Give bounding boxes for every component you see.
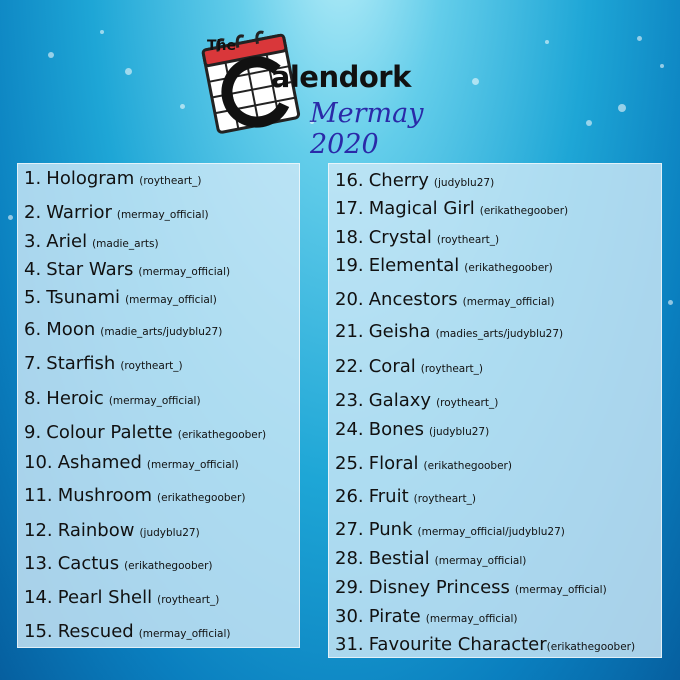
- prompt-credit: (erikathegoober): [157, 492, 246, 504]
- prompt-item: [24, 520, 200, 541]
- prompt-number: 14.: [24, 587, 53, 608]
- prompt-item: [335, 419, 489, 440]
- prompt-number: 26.: [335, 486, 364, 507]
- prompt-number: 23.: [335, 390, 364, 411]
- prompt-item: [335, 289, 554, 310]
- bubble: [545, 40, 549, 44]
- prompt-item: [335, 606, 518, 627]
- prompt-credit: (mermay_official): [514, 584, 607, 596]
- prompt-item: [335, 634, 635, 655]
- prompt-item: [24, 621, 230, 642]
- prompt-number: 22.: [335, 356, 364, 377]
- prompt-credit: (roytheart_): [420, 363, 484, 375]
- logo-title-initial: [250, 60, 271, 94]
- prompt-item: [335, 170, 494, 191]
- bubble: [668, 300, 673, 305]
- logo-title-rest: alendork: [270, 60, 411, 94]
- prompt-item: [335, 255, 553, 276]
- prompt-item: [335, 321, 563, 342]
- prompt-number: 5.: [24, 287, 42, 308]
- prompt-credit: (judyblu27): [433, 177, 495, 189]
- prompt-item: [24, 452, 239, 473]
- prompt-credit: (erikathegoober): [124, 560, 213, 572]
- prompt-credit: (mermay_official): [125, 294, 217, 306]
- prompt-credit: (erikathegoober): [177, 429, 267, 441]
- prompt-item: [24, 422, 266, 443]
- prompt-item: [335, 519, 565, 540]
- prompt-name: Rescued: [57, 621, 134, 642]
- prompt-item: [335, 548, 526, 569]
- prompt-item: [24, 353, 183, 374]
- prompt-number: 31.: [335, 634, 364, 655]
- prompt-name: Tsunami: [46, 287, 121, 308]
- prompt-number: 30.: [335, 606, 364, 627]
- prompt-credit: (mermay_official): [138, 628, 231, 640]
- prompt-credit: (mermay_official): [462, 296, 555, 308]
- bubble: [586, 120, 592, 126]
- prompt-name: Magical Girl: [368, 198, 475, 219]
- prompt-name: Ancestors: [368, 289, 458, 310]
- prompt-credit: (roytheart_): [436, 234, 500, 246]
- prompt-credit: (roytheart_): [413, 493, 476, 505]
- bubble: [48, 52, 54, 58]
- prompt-number: 13.: [24, 553, 53, 574]
- prompt-number: 11.: [24, 485, 53, 506]
- prompt-item: [24, 287, 217, 308]
- prompt-credit: (erikathegoober): [479, 205, 569, 217]
- prompt-number: 12.: [24, 520, 53, 541]
- prompt-number: 8.: [24, 388, 42, 409]
- prompt-name: Colour Palette: [46, 422, 173, 443]
- prompt-item: [24, 587, 219, 608]
- prompt-name: Heroic: [46, 388, 104, 409]
- prompt-number: 24.: [335, 419, 364, 440]
- prompt-number: 4.: [24, 259, 42, 280]
- prompt-number: 25.: [335, 453, 364, 474]
- prompt-credit: (madie_arts/judyblu27): [100, 326, 223, 338]
- prompt-credit: (mermay_official): [146, 459, 239, 471]
- prompt-item: [24, 319, 222, 340]
- prompt-number: 18.: [335, 227, 364, 248]
- prompt-number: 10.: [24, 452, 53, 473]
- logo-subtitle: Mermay 2020: [310, 98, 424, 160]
- prompt-name: Floral: [368, 453, 419, 474]
- prompt-name: Rainbow: [57, 520, 135, 541]
- prompt-item: [335, 227, 499, 248]
- prompt-item: [335, 486, 476, 507]
- prompt-name: Disney Princess: [368, 577, 510, 598]
- prompt-credit: (erikathegoober): [546, 641, 636, 653]
- prompt-name: Moon: [46, 319, 96, 340]
- prompt-name: Coral: [368, 356, 416, 377]
- prompt-credit: (mermay_official): [116, 209, 209, 221]
- prompt-name: Ashamed: [57, 452, 142, 473]
- prompt-item: [24, 259, 230, 280]
- prompt-credit: (erikathegoober): [464, 262, 553, 274]
- prompt-credit: (roytheart_): [120, 360, 183, 372]
- prompt-credit: (mermay_official/judyblu27): [417, 526, 565, 538]
- bubble: [8, 215, 13, 220]
- prompt-item: [24, 202, 209, 223]
- prompt-number: 17.: [335, 198, 364, 219]
- prompt-name: Cactus: [57, 553, 120, 574]
- prompt-name: Ariel: [46, 231, 88, 252]
- prompt-number: 16.: [335, 170, 364, 191]
- prompt-item: [24, 553, 212, 574]
- prompt-number: 3.: [24, 231, 42, 252]
- prompt-name: Geisha: [368, 321, 431, 342]
- prompt-credit: (mermay_official): [108, 395, 201, 407]
- prompt-name: Bones: [368, 419, 424, 440]
- prompt-item: [24, 231, 159, 252]
- bubble: [618, 104, 626, 112]
- prompt-credit: (madies_arts/judyblu27): [435, 328, 564, 340]
- prompt-credit: (madie_arts): [92, 238, 159, 250]
- prompt-name: Starfish: [46, 353, 116, 374]
- prompt-number: 9.: [24, 422, 42, 443]
- prompt-name: Bestial: [368, 548, 430, 569]
- prompt-name: Favourite Character: [368, 634, 547, 655]
- prompt-item: [335, 577, 607, 598]
- bubble: [125, 68, 132, 75]
- prompt-credit: (judyblu27): [139, 527, 200, 539]
- prompt-credit: (roytheart_): [157, 594, 220, 606]
- prompt-name: Crystal: [368, 227, 432, 248]
- prompt-name: Fruit: [368, 486, 409, 507]
- prompt-item: [335, 390, 498, 411]
- bubble: [637, 36, 642, 41]
- prompt-credit: (mermay_official): [434, 555, 527, 567]
- prompt-item: [24, 485, 245, 506]
- prompt-number: 27.: [335, 519, 364, 540]
- prompt-item: [335, 198, 568, 219]
- calendork-logo: [195, 18, 495, 160]
- prompt-credit: (roytheart_): [436, 397, 499, 409]
- prompt-credit: (mermay_official): [425, 613, 518, 625]
- prompt-list-left: [17, 163, 300, 648]
- prompt-name: Galaxy: [368, 390, 432, 411]
- prompt-name: Hologram: [46, 168, 135, 189]
- bubble: [660, 64, 664, 68]
- prompt-number: 6.: [24, 319, 42, 340]
- prompt-item: [24, 168, 202, 189]
- bubble: [180, 104, 185, 109]
- prompt-name: Punk: [368, 519, 413, 540]
- prompt-number: 20.: [335, 289, 364, 310]
- prompt-credit: (judyblu27): [428, 426, 490, 438]
- prompt-list-right: [328, 163, 662, 658]
- prompt-number: 19.: [335, 255, 364, 276]
- prompt-number: 29.: [335, 577, 364, 598]
- prompt-name: Mushroom: [57, 485, 153, 506]
- prompt-name: Warrior: [46, 202, 112, 223]
- prompt-credit: (roytheart_): [139, 175, 202, 187]
- logo-the-text: The: [207, 38, 237, 54]
- prompt-number: 7.: [24, 353, 42, 374]
- prompt-name: Cherry: [368, 170, 429, 191]
- prompt-item: [335, 356, 483, 377]
- prompt-credit: (mermay_official): [138, 266, 231, 278]
- prompt-number: 15.: [24, 621, 53, 642]
- prompt-name: Pearl Shell: [57, 587, 153, 608]
- prompt-number: 21.: [335, 321, 364, 342]
- bubble: [100, 30, 104, 34]
- prompt-item: [335, 453, 512, 474]
- prompt-credit: (erikathegoober): [423, 460, 512, 472]
- logo-title: [250, 60, 411, 94]
- prompt-name: Pirate: [368, 606, 421, 627]
- prompt-name: Elemental: [368, 255, 460, 276]
- prompt-number: 2.: [24, 202, 42, 223]
- prompt-number: 28.: [335, 548, 364, 569]
- prompt-number: 1.: [24, 168, 42, 189]
- prompt-name: Star Wars: [46, 259, 134, 280]
- prompt-item: [24, 388, 201, 409]
